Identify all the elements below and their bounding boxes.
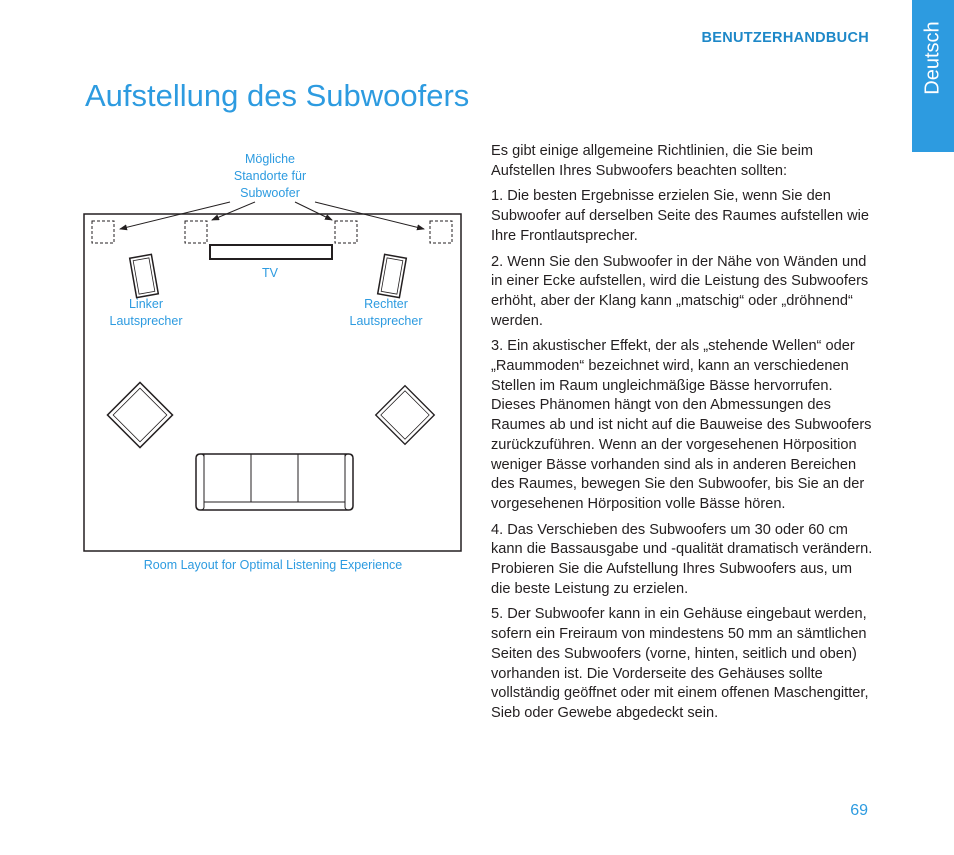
subwoofer-label-line-3: Subwoofer (240, 186, 300, 200)
intro-paragraph: Es gibt einige allgemeine Richtlinien, die Sie beim Aufstellen Ihres Subwoofers beachten sollten: (491, 143, 814, 179)
right-speaker-label (336, 296, 436, 330)
guideline-4: 4. Das Verschieben des Subwoofers um 30 oder 60 cm kann die Bassausgabe und -qualität dramatisch verändern. Probieren Sie die Aufstellung Ihres Subwoofers aus, um die beste Leistung zu erzielen. (491, 521, 873, 597)
subwoofer-label-line-1: Mögliche (244, 152, 296, 166)
subwoofer-position-2 (185, 221, 207, 243)
right-speaker-label-line-2: Lautsprecher (349, 314, 423, 328)
guideline-2: 2. Wenn Sie den Subwoofer in der Nähe von Wänden und in einer Ecke aufstellen, wird die Leistung des Subwoofers erhöht, aber der Klang kann „matschig“ oder „dröhnend“ werden. (491, 253, 869, 329)
guideline-3: 3. Ein akustischer Effekt, der als „stehende Wellen“ oder „Raummoden“ bezeichnet wird, kann an verschiedenen Stellen im Raum ungleichmäßige Bässe hervorrufen. Dieses Phänomen hängt von den Abmessungen des Raumes ab und ist nicht auf die Bauweise des Subwoofers zurückzuführen. Wenn an der vorgesehenen Hörposition weniger Bässe vorhanden sind als in anderen Bereichen des Raumes, bewegen Sie den Subwoofer, bis Sie an der vorgesehenen Hörposition volle Bässe hören. (491, 338, 872, 512)
room-layout-diagram (80, 145, 470, 585)
subwoofer-position-1 (92, 221, 114, 243)
right-armchair-shape (376, 386, 435, 445)
language-tab-label: Deutsch (921, 21, 944, 95)
left-speaker-label-line-2: Lautsprecher (109, 314, 183, 328)
tv-label: TV (262, 266, 278, 280)
left-speaker-label (96, 296, 196, 330)
body-text (491, 142, 873, 730)
left-armchair-shape (107, 382, 172, 447)
subwoofer-label-line-2: Standorte für (233, 169, 307, 183)
right-speaker-shape (378, 254, 407, 297)
subwoofer-position-4 (430, 221, 452, 243)
guideline-5: 5. Der Subwoofer kann in ein Gehäuse eingebaut werden, sofern ein Freiraum von mindestens 50 mm an sämtlichen Seiten des Subwoofers (vorne, hinten, seitlich und oben) vorhanden ist. Die Vorderseite des Gehäuses sollte vollständig geöffnet oder mit einem offenen Maschengitter, Sieb oder Gewebe abgedeckt sein. (491, 606, 869, 721)
subwoofer-position-3 (335, 221, 357, 243)
tv-shape (210, 245, 332, 259)
guideline-1: 1. Die besten Ergebnisse erzielen Sie, wenn Sie den Subwoofer auf derselben Seite des Raumes aufstellen wie Ihre Frontlautsprecher. (491, 188, 870, 244)
diagram-caption: Room Layout for Optimal Listening Experience (143, 558, 403, 572)
right-speaker-label-line-1: Rechter (364, 297, 408, 311)
header-label: BENUTZERHANDBUCH (701, 30, 869, 46)
language-tab (912, 0, 954, 152)
room-layout-svg (80, 145, 470, 585)
left-speaker-shape (130, 254, 159, 297)
subwoofer-positions-label (210, 151, 330, 202)
sofa-shape (196, 454, 353, 510)
left-speaker-label-line-1: Linker (128, 297, 164, 311)
page-title: Aufstellung des Subwoofers (85, 78, 470, 113)
page-number: 69 (850, 802, 868, 819)
